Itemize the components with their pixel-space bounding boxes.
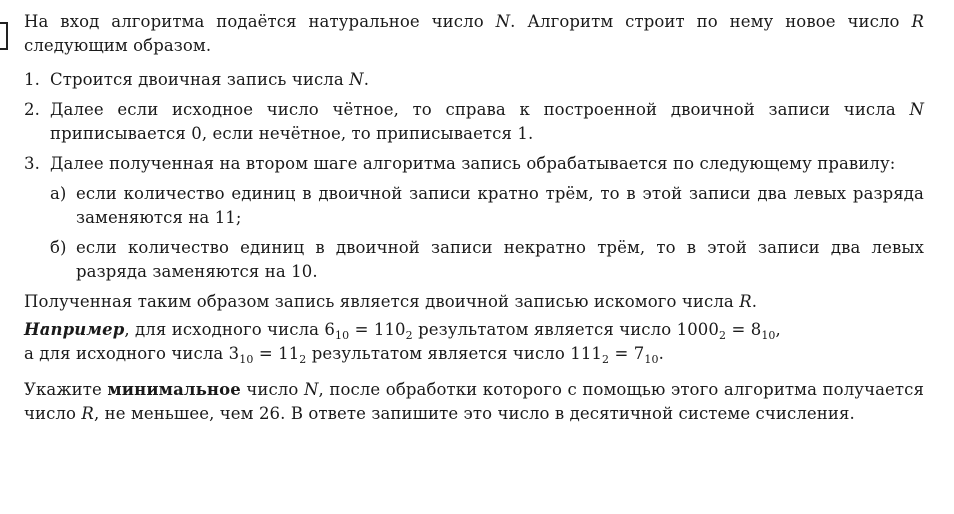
substep-a: а) если количество единиц в двоичной записи кратно трём, то в этой записи два левых разряда заменяются на 11;: [50, 184, 924, 227]
step-2: 2. Далее если исходное число чётное, то справа к построенной двоичной записи числа N приписывается 0, если нечётное, то приписывается 1.: [24, 100, 924, 143]
step-1: 1. Строится двоичная запись числа N.: [24, 70, 370, 89]
example-line-2: а для исходного числа $3_{10} = 11_2$ результатом является число $111_2 = 7_{10}$.: [24, 344, 664, 366]
problem-text: [24, 10, 924, 426]
example-paragraph: [24, 318, 924, 366]
example-line-1: Например, для исходного числа $6_{10} = 110_2$ результатом является число $1000_2 = 8_{10}$,: [24, 320, 781, 342]
margin-bracket-mark: [0, 22, 8, 50]
task-paragraph: Укажите минимальное число N, после обработки которого с помощью этого алгоритма получается число R, не меньшее, чем 26. В ответе запишите это число в десятичной системе счисления.: [24, 380, 924, 423]
intro-paragraph: На вход алгоритма подаётся натуральное число N. Алгоритм строит по нему новое число R следующим образом.: [24, 12, 924, 55]
step-3: 3. Далее полученная на втором шаге алгоритма запись обрабатывается по следующему правилу:: [24, 154, 896, 173]
substep-b: б) если количество единиц в двоичной записи некратно трём, то в этой записи два левых разряда заменяются на 10.: [50, 238, 924, 281]
result-paragraph: Полученная таким образом запись является двоичной записью искомого числа R.: [24, 292, 758, 311]
